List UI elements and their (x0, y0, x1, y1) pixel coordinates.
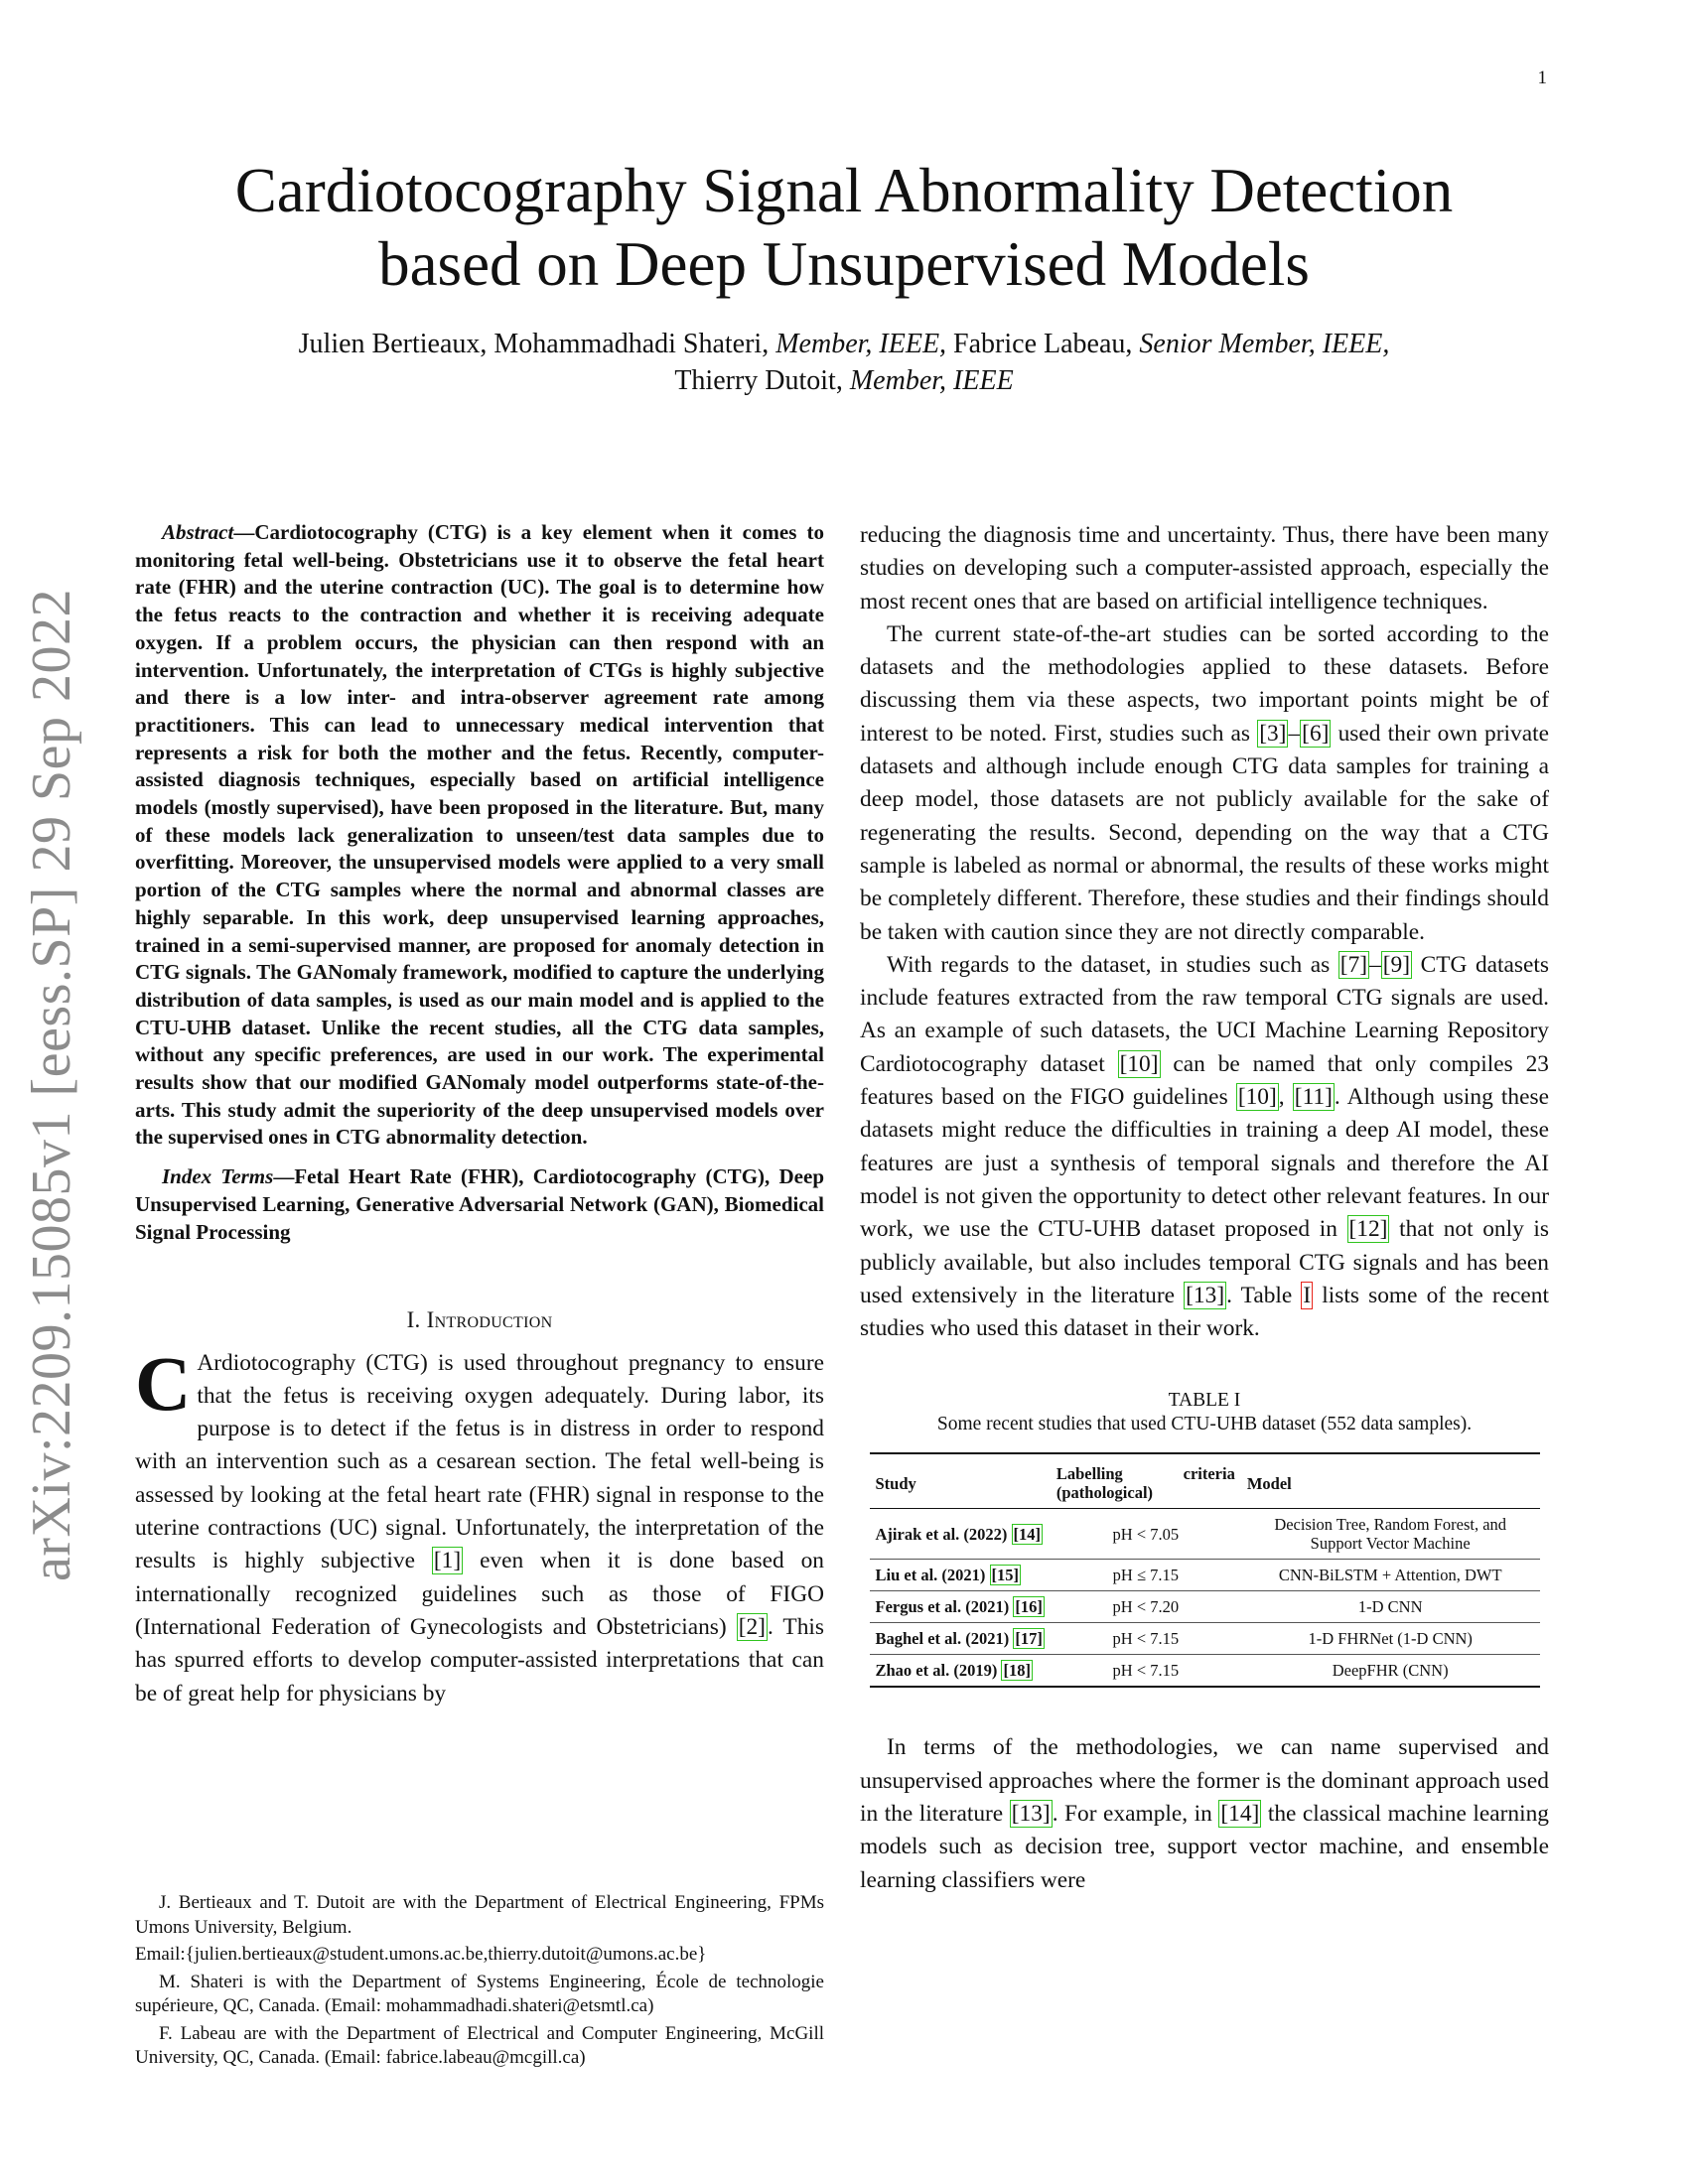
table-cell-study (870, 1560, 1051, 1591)
text-run: . Although using these datasets might reduce the difficulties in training a deep AI model, these features are just a synthesis of temporal signals and therefore the AI model is not given the opportunity to detect other relevant features. In our work, we use the CTU-UHB dataset proposed in (860, 1084, 1549, 1243)
table-cell-criteria: pH < 7.20 (1051, 1591, 1241, 1623)
citation-link[interactable]: [17] (1015, 1629, 1043, 1649)
citation-link[interactable]: [2] (738, 1613, 766, 1640)
abstract-lead: Abstract (162, 520, 234, 544)
citation-link[interactable]: [11] (1294, 1084, 1333, 1111)
footnote-2: M. Shateri is with the Department of Systems Engineering, École de technologie supérieure, QC, Canada. (Email: mohammadhadi.shateri@etsmtl.ca) (135, 1971, 824, 2016)
table-row (870, 1560, 1540, 1591)
intro-paragraph (135, 1339, 824, 1710)
index-terms-lead: Index Terms (162, 1164, 274, 1189)
table-cell-criteria: pH < 7.05 (1051, 1509, 1241, 1560)
intro-text-c: . This has spurred efforts to develop computer-assisted interpretations that can be of great help for physicians by (135, 1613, 824, 1706)
table-cell-study (870, 1655, 1051, 1688)
title-line-2: based on Deep Unsupervised Models (378, 229, 1310, 299)
table-cell-model: DeepFHR (CNN) (1332, 1661, 1449, 1681)
text-run: – (1288, 720, 1301, 747)
text-run: the classical machine learning models such as decision tree, support vector machine, and ensemble learning classifiers were (860, 1801, 1549, 1893)
text-run: – (1369, 951, 1381, 978)
footnote-1-email: Email:{julien.bertieaux@student.umons.ac.be,thierry.dutoit@umons.ac.be} (135, 1944, 707, 1965)
text-run: . For example, in (1052, 1801, 1219, 1828)
text-run: that not only is publicly available, but also includes temporal CTG signals and has been used extensively in the literature (860, 1216, 1549, 1308)
study-name: Fergus et al. (2021) (875, 1597, 1010, 1617)
table-cell-criteria: pH ≤ 7.15 (1051, 1560, 1241, 1591)
table-row (870, 1509, 1540, 1560)
author-2: Fabrice Labeau, (953, 329, 1133, 359)
abstract-text: —Cardiotocography (CTG) is a key element when it comes to monitoring fetal well-being. Obstetricians use it to observe the fetal heart rate (FHR) and the uterine contraction (UC). The goal is to determine how the fetus reacts to the contraction and whether it is receiving adequate oxygen. If a problem occurs, the physician can then respond with an intervention. Unfortunately, the interpretation of CTGs is highly subjective and there is a low inter- and intra-observer agreement rate among practitioners. This can lead to unnecessary medical intervention that represents a risk for both the mother and the fetus. Recently, computer-assisted diagnosis techniques, especially based on artificial intelligence models (mostly supervised), have been proposed in the literature. But, many of these models lack generalization to unseen/test data samples due to overfitting. Moreover, the unsupervised models were applied to a very small portion of the CTG samples where the normal and abnormal classes are highly separable. In this work, deep unsupervised learning approaches, trained in a semi-supervised manner, are proposed for anomaly detection in CTG signals. The GANomaly framework, modified to capture the underlying distribution of data samples, is used as our main model and is applied to the CTU-UHB dataset. Unlike the recent studies, all the CTG data samples, without any specific preferences, are used in our work. The experimental results show that our modified GANomaly model outperforms state-of-the-arts. This study admit the superiority of the deep unsupervised models over the supervised ones in CTG abnormality detection. (135, 520, 824, 1150)
section-heading-introduction: I. Introduction (406, 1307, 553, 1333)
footnote-3: F. Labeau are with the Department of Electrical and Computer Engineering, McGill University, QC, Canada. (Email: fabrice.labeau@mcgill.ca) (135, 2022, 824, 2068)
table-cell-model: Decision Tree, Random Forest, and Support Vector Machine (1241, 1509, 1540, 1560)
citation-link[interactable]: [10] (1119, 1050, 1159, 1077)
text-run: . Table (1226, 1282, 1302, 1308)
table-row (870, 1655, 1540, 1688)
citation-link[interactable]: [6] (1302, 720, 1330, 747)
table-row (870, 1623, 1540, 1655)
author-list (0, 326, 1688, 399)
text-run: CTG datasets include features extracted from the raw temporal CTG signals are used. As an example of such datasets, the UCI Machine Learning Repository Cardiotocography dataset (860, 951, 1549, 1077)
citation-link[interactable]: [14] (1220, 1801, 1260, 1828)
citation-link[interactable]: [1] (433, 1548, 462, 1574)
citation-link[interactable]: [13] (1011, 1801, 1051, 1828)
study-name: Baghel et al. (2021) (875, 1629, 1010, 1649)
table-reference-link[interactable]: I (1303, 1282, 1312, 1308)
arxiv-identifier: arXiv:2209.15085v1 [eess.SP] 29 Sep 2022 (21, 589, 82, 1581)
body-paragraph: reducing the diagnosis time and uncertainty. Thus, there have been many studies on developing such a computer-assisted approach, especially the most recent ones that are based on artificial intelligence techniques. (860, 522, 1549, 614)
citation-link[interactable]: [16] (1015, 1597, 1043, 1617)
citation-link[interactable]: [14] (1013, 1524, 1042, 1544)
table-cell-criteria: pH < 7.15 (1051, 1623, 1241, 1655)
left-column (135, 519, 824, 1710)
paper-title (0, 154, 1688, 301)
citation-link[interactable]: [18] (1003, 1661, 1031, 1681)
table-cell-study (870, 1591, 1051, 1623)
abstract (135, 519, 824, 1152)
citation-link[interactable]: [7] (1339, 951, 1368, 978)
author-1-role: Member, IEEE, (775, 329, 947, 359)
table-label: TABLE I (1168, 1390, 1241, 1412)
text-run: With regards to the dataset, in studies such as (887, 951, 1338, 978)
column-header: Study (870, 1453, 1051, 1509)
citation-link[interactable]: [12] (1348, 1216, 1388, 1243)
author-3: Thierry Dutoit, (674, 365, 843, 396)
table-cell-study (870, 1623, 1051, 1655)
footnote-1: J. Bertieaux and T. Dutoit are with the Department of Electrical Engineering, FPMs Umons University, Belgium. (135, 1892, 824, 1938)
footnotes (135, 1891, 824, 2074)
author-3-role: Member, IEEE (849, 365, 1014, 396)
intro-text-a: Ardiotocography (CTG) is used throughout pregnancy to ensure that the fetus is receiving oxygen adequately. During labor, its purpose is to detect if the fetus is in distress in order to respond with an intervention such as a cesarean section. The fetal well-being is assessed by looking at the fetal heart rate (FHR) signal in response to the uterine contractions (UC) signal. Unfortunately, the interpretation of the results is highly subjective (135, 1349, 824, 1574)
text-run: In terms of the methodologies, we can name supervised and unsupervised approaches where the former is the dominant approach used in the literature (860, 1734, 1549, 1828)
table-cell-model: 1-D CNN (1241, 1591, 1540, 1623)
author-2-role: Senior Member, IEEE, (1139, 329, 1390, 359)
body-paragraph (860, 618, 1549, 949)
table-cell-model: CNN-BiLSTM + Attention, DWT (1241, 1560, 1540, 1591)
study-name: Zhao et al. (2019) (875, 1661, 998, 1681)
index-terms-text: —Fetal Heart Rate (FHR), Cardiotocography (CTG), Deep Unsupervised Learning, Generative Adversarial Network (GAN), Biomedical Signal Processing (135, 1164, 824, 1244)
body-paragraph (860, 949, 1549, 1346)
citation-link[interactable]: [13] (1186, 1282, 1225, 1308)
table-header-row (870, 1453, 1540, 1509)
column-header: Model (1241, 1453, 1540, 1509)
text-run: can be named that only compiles 23 features based on the FIGO guidelines (860, 1050, 1549, 1111)
text-run: used their own private datasets and although include enough CTG data samples for training a deep model, those datasets are not publicly available for the sake of regenerating the results. Second, depending on the way that a CTG sample is labeled as normal or abnormal, the results of these works might be completely different. Therefore, these studies and their findings should be taken with caution since they are not directly comparable. (860, 720, 1549, 945)
author-1: Julien Bertieaux, Mohammadhadi Shateri, (298, 329, 770, 359)
table-cell-model: 1-D FHRNet (1-D CNN) (1241, 1623, 1540, 1655)
table-row (870, 1591, 1540, 1623)
text-run: lists some of the recent studies who used this dataset in their work. (860, 1282, 1549, 1342)
intro-text-b: even when it is done based on internationally recognized guidelines such as those of FIGO (International Federation of Gynecologists and Obstetricians) (135, 1548, 824, 1640)
body-paragraph (860, 1731, 1549, 1896)
right-column (860, 519, 1549, 1897)
table-caption: Some recent studies that used CTU-UHB dataset (552 data samples). (936, 1414, 1473, 1435)
page-number: 1 (1537, 68, 1547, 88)
table-cell-criteria: pH < 7.15 (1112, 1661, 1180, 1681)
text-run: The current state-of-the-art studies can be sorted according to the datasets and the methodologies applied to these datasets. Before discussing them via these aspects, two important points might be of interest to be noted. First, studies such as (860, 620, 1549, 747)
study-name: Liu et al. (2021) (875, 1566, 986, 1585)
column-header: Labelling criteria (pathological) (1051, 1453, 1241, 1509)
citation-link[interactable]: [15] (991, 1566, 1020, 1585)
text-run: , (1278, 1084, 1293, 1111)
table-block (860, 1389, 1549, 1688)
citation-link[interactable]: [3] (1259, 720, 1287, 747)
table-cell-study (870, 1509, 1051, 1560)
study-name: Ajirak et al. (2022) (875, 1524, 1008, 1544)
citation-link[interactable]: [10] (1237, 1084, 1277, 1111)
index-terms (135, 1163, 824, 1246)
studies-table (870, 1452, 1540, 1688)
drop-cap: C (135, 1339, 192, 1427)
title-line-1: Cardiotocography Signal Abnormality Detection (234, 156, 1454, 225)
citation-link[interactable]: [9] (1382, 951, 1411, 978)
